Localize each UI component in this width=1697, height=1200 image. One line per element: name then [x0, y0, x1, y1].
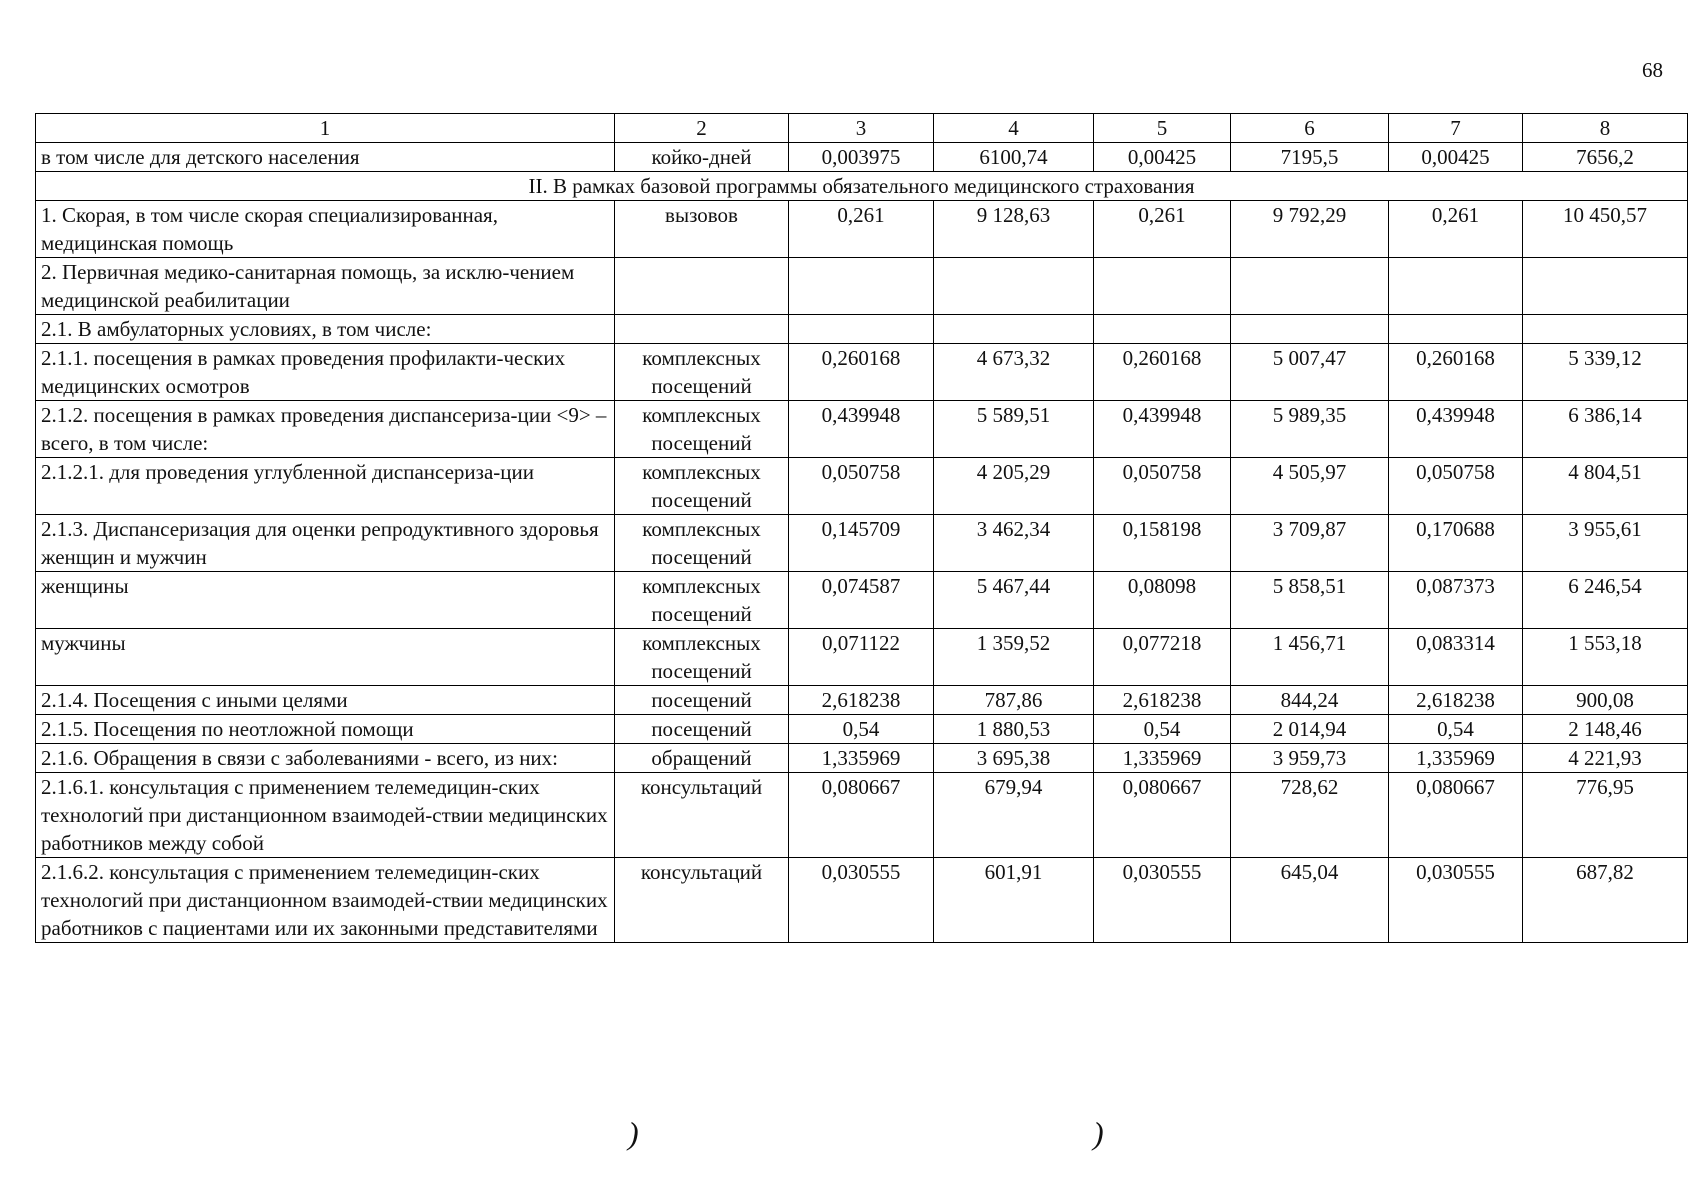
header-cell: 7 [1389, 114, 1523, 143]
row-name-cell: 2.1.6.1. консультация с применением телемедицин-ских технологий при дистанционном взаимодей-ствии медицинских работников между собой [36, 773, 615, 858]
value-cell: 2,618238 [789, 686, 934, 715]
value-cell: 0,261 [1389, 201, 1523, 258]
value-cell: 0,050758 [789, 458, 934, 515]
unit-cell [615, 258, 789, 315]
value-cell: 0,08098 [1094, 572, 1231, 629]
value-cell: 0,170688 [1389, 515, 1523, 572]
unit-cell: комплексных посещений [615, 401, 789, 458]
value-cell: 900,08 [1523, 686, 1688, 715]
value-cell: 6100,74 [934, 143, 1094, 172]
value-cell: 679,94 [934, 773, 1094, 858]
row-name-cell: 2. Первичная медико-санитарная помощь, за исклю-чением медицинской реабилитации [36, 258, 615, 315]
value-cell: 4 221,93 [1523, 744, 1688, 773]
value-cell: 0,003975 [789, 143, 934, 172]
value-cell: 0,00425 [1389, 143, 1523, 172]
value-cell: 0,030555 [1094, 858, 1231, 943]
row-name-cell: мужчины [36, 629, 615, 686]
value-cell: 2 014,94 [1231, 715, 1389, 744]
value-cell: 0,54 [789, 715, 934, 744]
value-cell: 787,86 [934, 686, 1094, 715]
header-cell: 4 [934, 114, 1094, 143]
unit-cell: посещений [615, 715, 789, 744]
row-name-cell: 2.1.6. Обращения в связи с заболеваниями - всего, из них: [36, 744, 615, 773]
unit-cell: вызовов [615, 201, 789, 258]
header-cell: 6 [1231, 114, 1389, 143]
value-cell: 4 804,51 [1523, 458, 1688, 515]
page-number: 68 [1642, 58, 1663, 82]
value-cell: 3 709,87 [1231, 515, 1389, 572]
value-cell [1094, 258, 1231, 315]
value-cell: 5 467,44 [934, 572, 1094, 629]
value-cell [1523, 315, 1688, 344]
value-cell: 5 339,12 [1523, 344, 1688, 401]
table-row [36, 401, 1688, 458]
row-name-cell: 2.1.1. посещения в рамках проведения профилакти-ческих медицинских осмотров [36, 344, 615, 401]
margin-marks [0, 1115, 1697, 1155]
value-cell: 844,24 [1231, 686, 1389, 715]
row-name-cell: 2.1.6.2. консультация с применением телемедицин-ских технологий при дистанционном взаимодей-ствии медицинских работников с пациентами или их законными представителями [36, 858, 615, 943]
value-cell: 1 456,71 [1231, 629, 1389, 686]
header-cell: 5 [1094, 114, 1231, 143]
value-cell: 5 989,35 [1231, 401, 1389, 458]
header-cell: 3 [789, 114, 934, 143]
value-cell: 1,335969 [789, 744, 934, 773]
table-row [36, 744, 1688, 773]
value-cell: 601,91 [934, 858, 1094, 943]
unit-cell: консультаций [615, 858, 789, 943]
header-row [36, 114, 1688, 143]
value-cell [934, 258, 1094, 315]
row-name-cell: 2.1.5. Посещения по неотложной помощи [36, 715, 615, 744]
header-cell: 1 [36, 114, 615, 143]
value-cell: 6 246,54 [1523, 572, 1688, 629]
value-cell: 0,260168 [1094, 344, 1231, 401]
value-cell: 6 386,14 [1523, 401, 1688, 458]
value-cell: 0,077218 [1094, 629, 1231, 686]
table-row [36, 629, 1688, 686]
unit-cell: комплексных посещений [615, 458, 789, 515]
value-cell: 1 553,18 [1523, 629, 1688, 686]
unit-cell: комплексных посещений [615, 344, 789, 401]
value-cell: 0,260168 [1389, 344, 1523, 401]
unit-cell [615, 315, 789, 344]
value-cell: 3 695,38 [934, 744, 1094, 773]
value-cell [934, 315, 1094, 344]
value-cell: 0,030555 [789, 858, 934, 943]
unit-cell: комплексных посещений [615, 629, 789, 686]
value-cell: 0,439948 [789, 401, 934, 458]
value-cell: 687,82 [1523, 858, 1688, 943]
value-cell: 3 955,61 [1523, 515, 1688, 572]
value-cell: 0,030555 [1389, 858, 1523, 943]
value-cell: 10 450,57 [1523, 201, 1688, 258]
value-cell: 0,261 [1094, 201, 1231, 258]
value-cell: 0,261 [789, 201, 934, 258]
value-cell: 0,439948 [1094, 401, 1231, 458]
value-cell [1389, 258, 1523, 315]
header-cell: 8 [1523, 114, 1688, 143]
unit-cell: обращений [615, 744, 789, 773]
value-cell: 0,260168 [789, 344, 934, 401]
value-cell: 0,00425 [1094, 143, 1231, 172]
value-cell: 2 148,46 [1523, 715, 1688, 744]
table-row [36, 258, 1688, 315]
row-name-cell: 2.1.3. Диспансеризация для оценки репродуктивного здоровья женщин и мужчин [36, 515, 615, 572]
value-cell [789, 258, 934, 315]
section-title: II. В рамках базовой программы обязательного медицинского страхования [36, 172, 1688, 201]
value-cell: 3 462,34 [934, 515, 1094, 572]
value-cell: 0,080667 [789, 773, 934, 858]
row-name-cell: 2.1.4. Посещения с иными целями [36, 686, 615, 715]
value-cell: 9 128,63 [934, 201, 1094, 258]
unit-cell: комплексных посещений [615, 515, 789, 572]
value-cell: 3 959,73 [1231, 744, 1389, 773]
value-cell: 0,158198 [1094, 515, 1231, 572]
table-row [36, 715, 1688, 744]
value-cell: 4 673,32 [934, 344, 1094, 401]
value-cell: 0,071122 [789, 629, 934, 686]
unit-cell: комплексных посещений [615, 572, 789, 629]
value-cell: 0,54 [1094, 715, 1231, 744]
row-name-cell: 2.1.2. посещения в рамках проведения диспансериза-ции <9> – всего, в том числе: [36, 401, 615, 458]
value-cell [1231, 258, 1389, 315]
row-name-cell: 2.1.2.1. для проведения углубленной диспансериза-ции [36, 458, 615, 515]
handwritten-mark: ) [628, 1115, 639, 1151]
row-name-cell: 1. Скорая, в том числе скорая специализированная, медицинская помощь [36, 201, 615, 258]
value-cell: 1,335969 [1389, 744, 1523, 773]
value-cell: 1 880,53 [934, 715, 1094, 744]
value-cell: 0,074587 [789, 572, 934, 629]
value-cell [1231, 315, 1389, 344]
unit-cell: посещений [615, 686, 789, 715]
value-cell: 5 589,51 [934, 401, 1094, 458]
row-name-cell: 2.1. В амбулаторных условиях, в том числе: [36, 315, 615, 344]
row-name-cell: в том числе для детского населения [36, 143, 615, 172]
section-row [36, 172, 1688, 201]
value-cell: 0,080667 [1389, 773, 1523, 858]
value-cell [1094, 315, 1231, 344]
value-cell: 2,618238 [1094, 686, 1231, 715]
table-row [36, 572, 1688, 629]
table-row [36, 515, 1688, 572]
data-table [35, 113, 1688, 943]
unit-cell: консультаций [615, 773, 789, 858]
value-cell: 0,080667 [1094, 773, 1231, 858]
value-cell: 4 505,97 [1231, 458, 1389, 515]
value-cell: 0,54 [1389, 715, 1523, 744]
table-row [36, 315, 1688, 344]
table-row [36, 458, 1688, 515]
unit-cell: койко-дней [615, 143, 789, 172]
value-cell [789, 315, 934, 344]
value-cell: 0,050758 [1094, 458, 1231, 515]
value-cell: 7195,5 [1231, 143, 1389, 172]
value-cell: 0,083314 [1389, 629, 1523, 686]
value-cell: 645,04 [1231, 858, 1389, 943]
table-row [36, 143, 1688, 172]
value-cell: 5 858,51 [1231, 572, 1389, 629]
value-cell: 0,050758 [1389, 458, 1523, 515]
value-cell: 7656,2 [1523, 143, 1688, 172]
row-name-cell: женщины [36, 572, 615, 629]
value-cell [1523, 258, 1688, 315]
value-cell: 2,618238 [1389, 686, 1523, 715]
value-cell: 0,439948 [1389, 401, 1523, 458]
value-cell: 4 205,29 [934, 458, 1094, 515]
value-cell: 0,087373 [1389, 572, 1523, 629]
value-cell: 728,62 [1231, 773, 1389, 858]
value-cell: 1,335969 [1094, 744, 1231, 773]
table-row [36, 773, 1688, 858]
value-cell [1389, 315, 1523, 344]
handwritten-mark: ) [1093, 1115, 1104, 1151]
value-cell: 1 359,52 [934, 629, 1094, 686]
header-cell: 2 [615, 114, 789, 143]
table-row [36, 858, 1688, 943]
value-cell: 9 792,29 [1231, 201, 1389, 258]
table-row [36, 201, 1688, 258]
value-cell: 5 007,47 [1231, 344, 1389, 401]
table-row [36, 344, 1688, 401]
value-cell: 776,95 [1523, 773, 1688, 858]
value-cell: 0,145709 [789, 515, 934, 572]
table-row [36, 686, 1688, 715]
